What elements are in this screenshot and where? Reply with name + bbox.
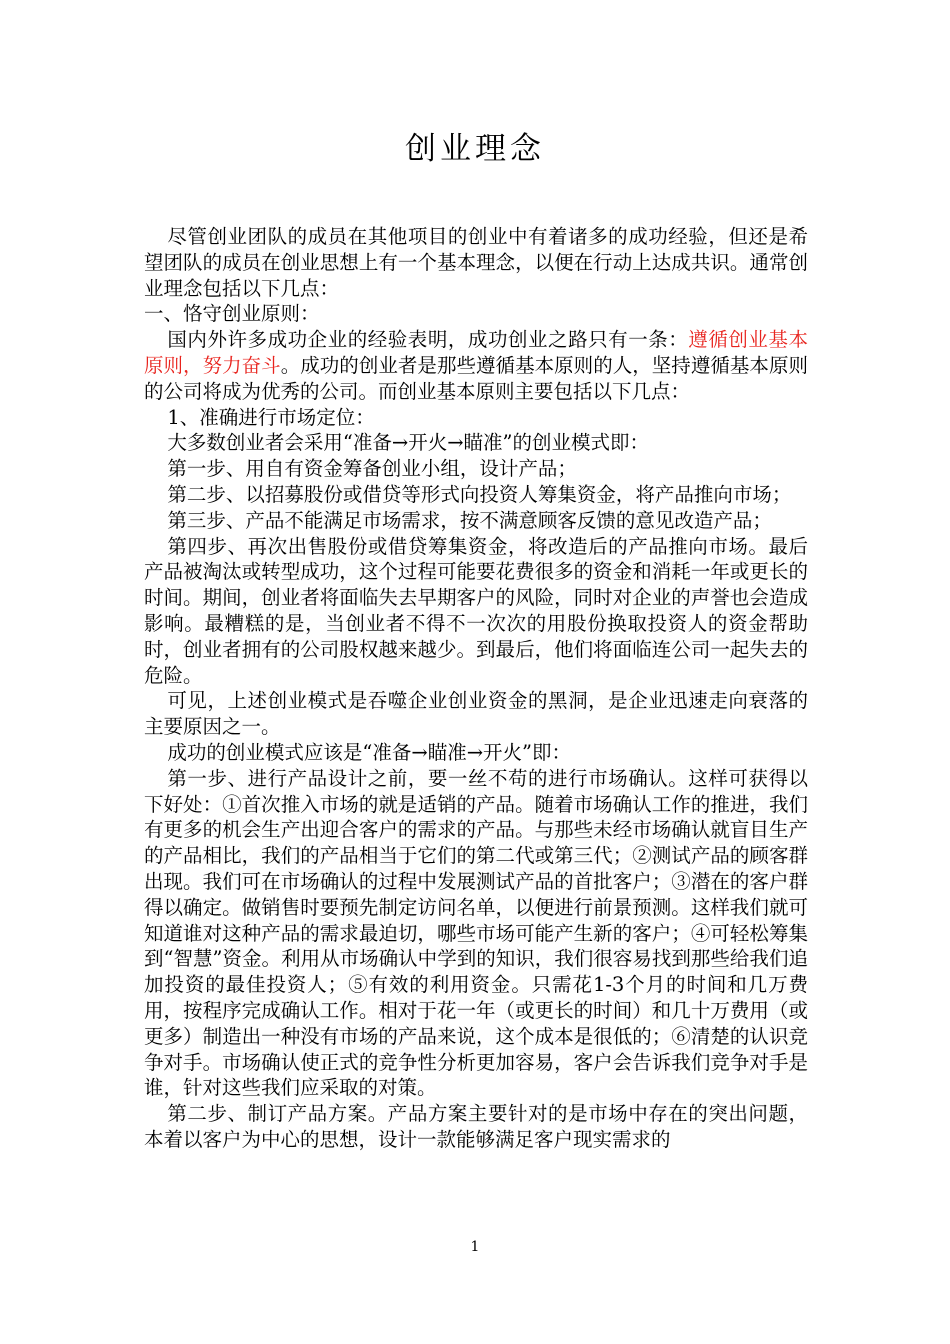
subheading-market-positioning: 1、准确进行市场定位： — [167, 405, 375, 429]
paragraph-success-step-1: 第一步、进行产品设计之前，要一丝不苟的进行市场确认。这样可获得以下好处：①首次推入市场的就是适销的产品。随着市场确认工作的推进，我们有更多的机会生产出迎合客户的需求的产品。与那些未经市场确认就盲目生产的产品相比，我们的产品相当于它们的第二代或第三代；②测试产品的顾客群出现。我们可在市场确认的过程中发展测试产品的首批客户；③潜在的客户群得以确定。做销售时要预先制定访问名单，以便进行前景预测。这样我们就可知道谁对这种产品的需求最迫切，哪些市场可能产生新的客户；④可轻松筹集到“智慧”资金。利用从市场确认中学到的知识，我们很容易找到那些给我们追加投资的最佳投资人；⑤有效的利用资金。只需花1-3个月的时间和几万费用，按程序完成确认工作。相对于花一年（或更长的时间）和几十万费用（或更多）制造出一种没有市场的产品来说，这个成本是很低的；⑥清楚的认识竞争对手。市场确认使正式的竞争性分析更加容易，客户会告诉我们竞争对手是谁，针对这些我们应采取的对策。 — [144, 766, 808, 1100]
paragraph-intro: 尽管创业团队的成员在其他项目的创业中有着诸多的成功经验，但还是希望团队的成员在创业思想上有一个基本理念，以便在行动上达成共识。通常创业理念包括以下几点： — [144, 225, 808, 300]
document-body — [144, 224, 808, 1153]
highlighted-principle: 遵循创业基本原则，努力奋斗 — [144, 328, 808, 377]
paragraph-step-3: 第三步、产品不能满足市场需求，按不满意顾客反馈的意见改造产品； — [167, 508, 772, 532]
page-title: 创业理念 — [405, 131, 545, 167]
paragraph-principles — [144, 327, 808, 404]
paragraph-successful-model: 成功的创业模式应该是“准备→瞄准→开火”即： — [167, 740, 572, 764]
paragraph-common-model: 大多数创业者会采用“准备→开火→瞄准”的创业模式即： — [167, 431, 650, 455]
paragraph-step-1: 第一步、用自有资金筹备创业小组，设计产品； — [167, 457, 577, 481]
principles-text-after: 。成功的创业者是那些遵循基本原则的人，坚持遵循基本原则的公司将成为优秀的公司。而创业基本原则主要包括以下几点： — [144, 353, 808, 403]
paragraph-success-step-2: 第二步、制订产品方案。产品方案主要针对的是市场中存在的突出问题，本着以客户为中心的思想，设计一款能够满足客户现实需求的 — [144, 1102, 808, 1151]
paragraph-step-2: 第二步、以招募股份或借贷等形式向投资人筹集资金，将产品推向市场； — [167, 482, 792, 506]
page-number: 1 — [470, 1239, 480, 1255]
paragraph-conclusion: 可见，上述创业模式是吞噬企业创业资金的黑洞，是企业迅速走向衰落的主要原因之一。 — [144, 689, 808, 739]
principles-text-before: 国内外许多成功企业的经验表明，成功创业之路只有一条： — [167, 328, 689, 352]
paragraph-step-4: 第四步、再次出售股份或借贷筹集资金，将改造后的产品推向市场。最后产品被淘汰或转型成功，这个过程可能要花费很多的资金和消耗一年或更长的时间。期间，创业者将面临失去早期客户的风险，同时对企业的声誉也会造成影响。最糟糕的是，当创业者不得不一次次的用股份换取投资人的资金帮助时，创业者拥有的公司股权越来越少。到最后，他们将面临连公司一起失去的危险。 — [144, 534, 808, 687]
section-heading-1: 一、恪守创业原则： — [144, 302, 320, 326]
